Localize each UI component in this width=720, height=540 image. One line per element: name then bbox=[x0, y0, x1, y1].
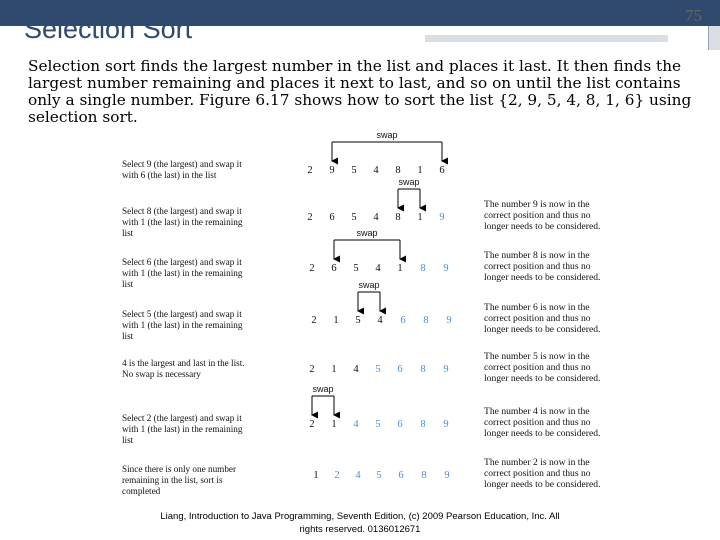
step-note-line: correct position and thus no bbox=[484, 417, 591, 428]
step-note-line: The number 5 is now in the bbox=[484, 351, 590, 362]
step-label-line: list bbox=[122, 435, 134, 445]
step-label-line: Select 5 (the largest) and swap it bbox=[122, 309, 242, 319]
step-label-line: list bbox=[122, 331, 134, 341]
array-number: 8 bbox=[420, 419, 426, 430]
array-number: 1 bbox=[417, 165, 423, 176]
array-number: 9 bbox=[443, 364, 449, 375]
step-label-line: Select 8 (the largest) and swap it bbox=[122, 206, 242, 216]
step-note-line: longer needs to be considered. bbox=[484, 272, 601, 283]
step-note-line: longer needs to be considered. bbox=[484, 479, 601, 490]
array-number: 6 bbox=[397, 419, 403, 430]
array-number: 8 bbox=[395, 165, 401, 176]
array-number: 9 bbox=[439, 212, 445, 223]
step-note-line: The number 6 is now in the bbox=[484, 302, 590, 313]
array-number: 6 bbox=[398, 470, 404, 481]
step-note-line: The number 2 is now in the bbox=[484, 457, 590, 468]
array-number: 6 bbox=[397, 364, 403, 375]
step-note-line: longer needs to be considered. bbox=[484, 221, 601, 232]
array-number: 8 bbox=[421, 470, 427, 481]
step-label-line: No swap is necessary bbox=[122, 369, 201, 379]
swap-label: swap bbox=[312, 384, 334, 394]
swap-label: swap bbox=[398, 177, 420, 187]
step-note-line: correct position and thus no bbox=[484, 313, 591, 324]
step-note-line: correct position and thus no bbox=[484, 261, 591, 272]
array-number: 4 bbox=[373, 212, 379, 223]
step-note-line: correct position and thus no bbox=[484, 362, 591, 373]
step-label-line: with 1 (the last) in the remaining bbox=[122, 217, 243, 227]
array-number: 1 bbox=[397, 263, 403, 274]
swap-label: swap bbox=[358, 280, 380, 290]
credit-line-1: Liang, Introduction to Java Programming, Seventh Edition, (c) 2009 Pearson Education, Inc. All bbox=[160, 511, 560, 522]
step-label-line: remaining in the list, sort is bbox=[122, 475, 223, 485]
array-number: 4 bbox=[377, 315, 383, 326]
array-number: 5 bbox=[375, 419, 381, 430]
array-number: 8 bbox=[420, 263, 426, 274]
step-label-line: with 1 (the last) in the remaining bbox=[122, 320, 243, 330]
copyright-credit bbox=[120, 510, 600, 536]
array-number: 5 bbox=[351, 165, 357, 176]
array-number: 4 bbox=[353, 419, 359, 430]
array-number: 4 bbox=[375, 263, 381, 274]
array-number: 2 bbox=[309, 364, 315, 375]
array-number: 6 bbox=[329, 212, 335, 223]
body-paragraph: Selection sort finds the largest number in the list and places it last. It then finds the largest number remaining and places it next to last, and so on until the list contains only a single number. Figure 6.17 shows how to sort the list {2, 9, 5, 4, 8, 1, 6} using selection sort. bbox=[28, 57, 692, 126]
step-label-line: Select 6 (the largest) and swap it bbox=[122, 257, 242, 267]
array-number: 1 bbox=[333, 315, 339, 326]
array-number: 1 bbox=[313, 470, 319, 481]
step-label-line: list bbox=[122, 228, 134, 238]
array-number: 5 bbox=[355, 315, 361, 326]
step-note-line: correct position and thus no bbox=[484, 210, 591, 221]
array-number: 9 bbox=[443, 263, 449, 274]
step-label-line: with 1 (the last) in the remaining bbox=[122, 268, 243, 278]
array-number: 4 bbox=[373, 165, 379, 176]
array-number: 4 bbox=[355, 470, 361, 481]
step-label-line: Since there is only one number bbox=[122, 464, 237, 474]
swap-label: swap bbox=[356, 228, 378, 238]
array-number: 1 bbox=[417, 212, 423, 223]
array-number: 1 bbox=[331, 419, 337, 430]
array-number: 5 bbox=[353, 263, 359, 274]
slide-title: Selection Sort bbox=[24, 14, 193, 44]
step-label-line: 4 is the largest and last in the list. bbox=[122, 358, 245, 368]
step-note-line: The number 9 is now in the bbox=[484, 199, 590, 210]
array-number: 8 bbox=[423, 315, 429, 326]
array-number: 6 bbox=[439, 165, 445, 176]
page-number: 75 bbox=[685, 6, 702, 25]
array-number: 5 bbox=[376, 470, 382, 481]
credit-line-2: rights reserved. 0136012671 bbox=[299, 524, 421, 535]
array-number: 6 bbox=[400, 315, 406, 326]
array-number: 2 bbox=[311, 315, 317, 326]
array-number: 2 bbox=[309, 419, 315, 430]
step-label-line: Select 2 (the largest) and swap it bbox=[122, 413, 242, 423]
swap-label: swap bbox=[376, 130, 398, 140]
array-number: 2 bbox=[307, 165, 313, 176]
array-number: 5 bbox=[375, 364, 381, 375]
step-note-line: longer needs to be considered. bbox=[484, 428, 601, 439]
array-number: 2 bbox=[309, 263, 315, 274]
step-label-line: with 1 (the last) in the remaining bbox=[122, 424, 243, 434]
step-note-line: longer needs to be considered. bbox=[484, 373, 601, 384]
step-note-line: The number 4 is now in the bbox=[484, 406, 590, 417]
step-label-line: list bbox=[122, 279, 134, 289]
step-note-line: The number 8 is now in the bbox=[484, 250, 590, 261]
array-number: 1 bbox=[331, 364, 337, 375]
array-number: 2 bbox=[334, 470, 340, 481]
step-label-line: with 6 (the last) in the list bbox=[122, 170, 217, 180]
step-note-line: correct position and thus no bbox=[484, 468, 591, 479]
step-label-line: completed bbox=[122, 486, 161, 496]
step-label-line: Select 9 (the largest) and swap it bbox=[122, 159, 242, 169]
array-number: 9 bbox=[329, 165, 335, 176]
step-note-line: longer needs to be considered. bbox=[484, 324, 601, 335]
array-number: 6 bbox=[331, 263, 337, 274]
array-number: 9 bbox=[444, 470, 450, 481]
array-number: 4 bbox=[353, 364, 359, 375]
array-number: 8 bbox=[395, 212, 401, 223]
array-number: 9 bbox=[443, 419, 449, 430]
array-number: 8 bbox=[420, 364, 426, 375]
array-number: 9 bbox=[446, 315, 452, 326]
array-number: 5 bbox=[351, 212, 357, 223]
array-number: 2 bbox=[307, 212, 313, 223]
